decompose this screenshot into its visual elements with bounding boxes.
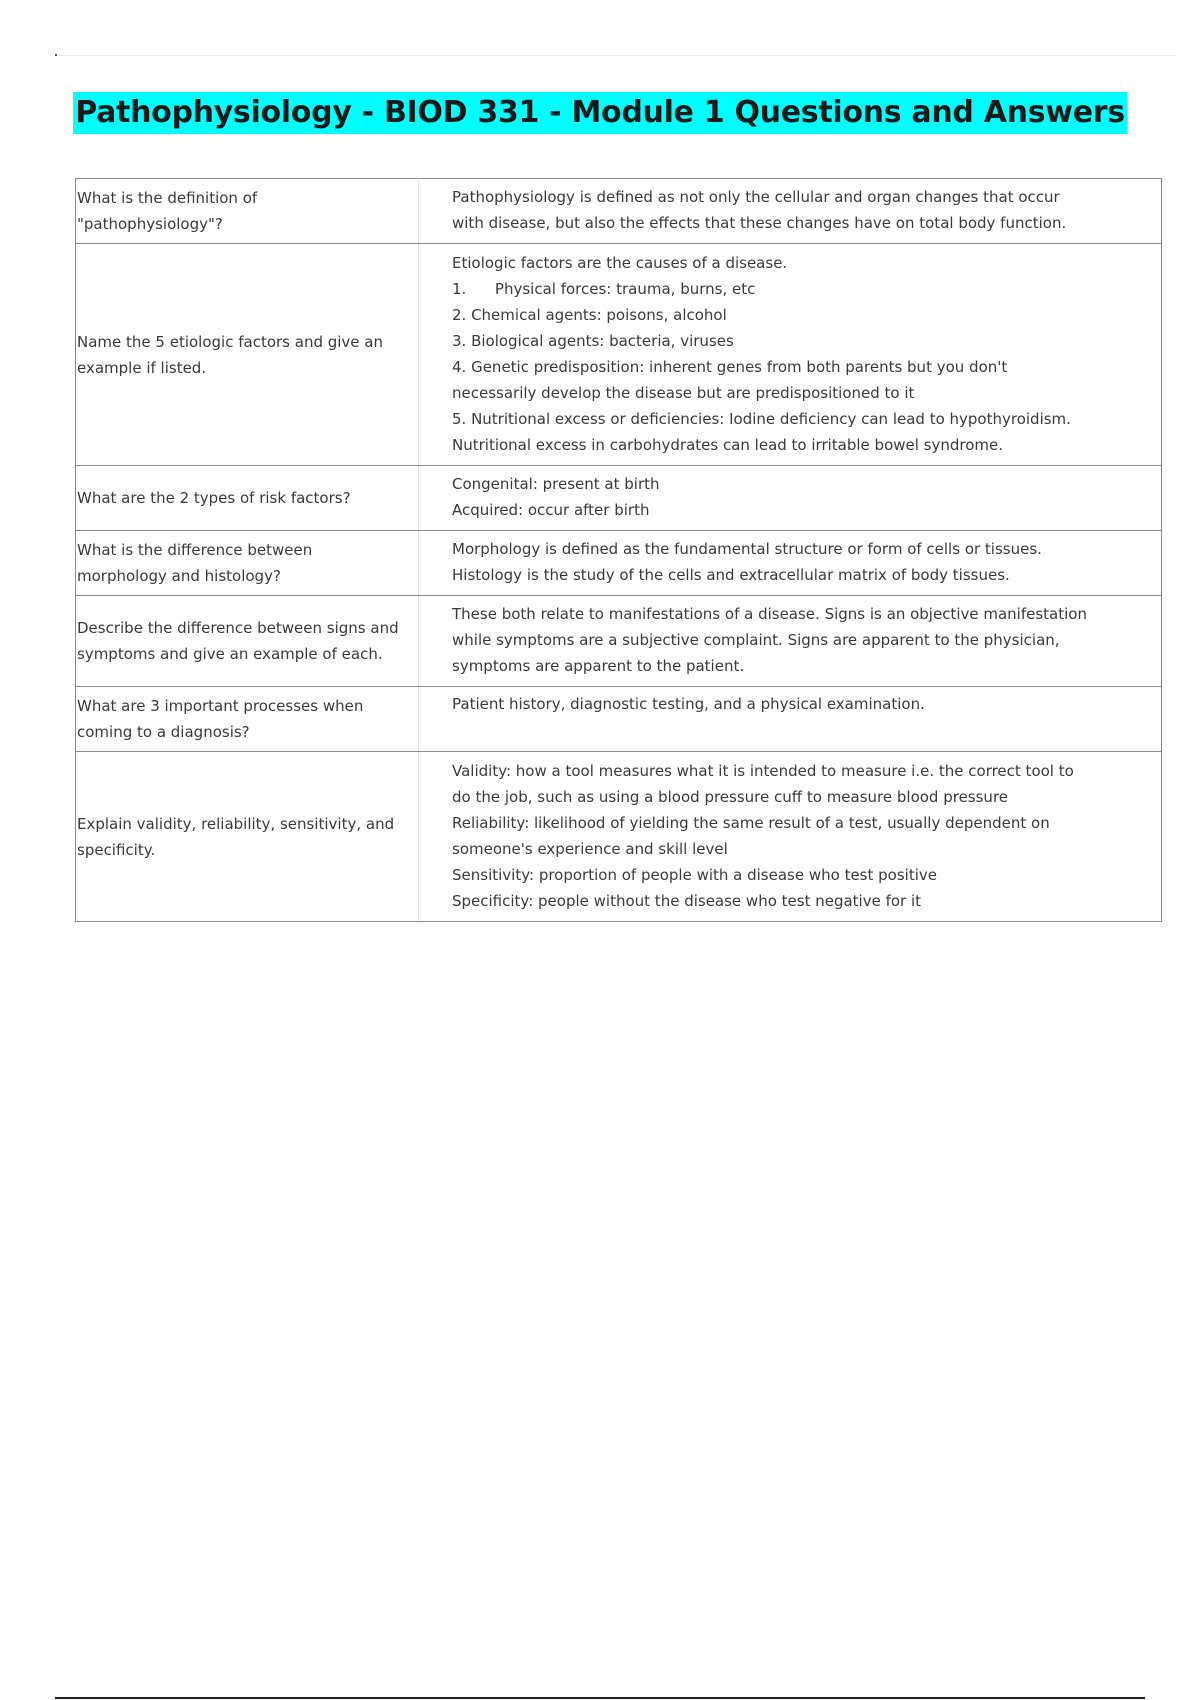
answer-text: with disease, but also the effects that these changes have on total body function.	[452, 214, 1067, 232]
answer-text: Reliability: likelihood of yielding the same result of a test, usually dependent on	[452, 813, 1050, 832]
qa-row	[76, 531, 1162, 596]
answer-text: Pathophysiology is defined as not only the cellular and organ changes that occur	[452, 188, 1060, 206]
page-marker-dot	[55, 54, 57, 56]
answer-cell	[419, 752, 1162, 922]
qa-table	[75, 178, 1162, 922]
answer-text: Acquired: occur after birth	[452, 501, 650, 519]
answer-text: Sensitivity: proportion of people with a disease who test positive	[452, 865, 937, 884]
qa-row	[76, 687, 1162, 752]
question-text: Name the 5 etiologic factors and give an	[77, 332, 383, 351]
question-text: coming to a diagnosis?	[77, 723, 250, 741]
qa-row	[76, 466, 1162, 531]
answer-text: Specificity: people without the disease who test negative for it	[452, 891, 922, 910]
answer-text: Morphology is defined as the fundamental structure or form of cells or tissues.	[452, 540, 1042, 558]
question-text: specificity.	[77, 840, 156, 859]
answer-text: 2. Chemical agents: poisons, alcohol	[452, 305, 727, 324]
answer-cell	[419, 244, 1162, 466]
answer-text: 4. Genetic predisposition: inherent genes from both parents but you don't	[452, 357, 1008, 376]
bottom-divider	[55, 1697, 1145, 1699]
top-divider	[55, 55, 1175, 56]
question-text: morphology and histology?	[77, 567, 281, 585]
question-text: What is the definition of	[77, 189, 258, 207]
question-cell	[76, 687, 419, 752]
answer-text: 5. Nutritional excess or deficiencies: Iodine deficiency can lead to hypothyroidism.	[452, 409, 1071, 428]
answer-text: Patient history, diagnostic testing, and a physical examination.	[452, 695, 925, 713]
question-text: example if listed.	[77, 358, 207, 377]
answer-text: necessarily develop the disease but are predispositioned to it	[452, 383, 915, 402]
answer-text: 3. Biological agents: bacteria, viruses	[452, 331, 734, 350]
answer-cell	[419, 531, 1162, 596]
answer-text: Histology is the study of the cells and extracellular matrix of body tissues.	[452, 566, 1010, 584]
qa-row	[76, 596, 1162, 687]
qa-row	[76, 179, 1162, 244]
answer-text: These both relate to manifestations of a disease. Signs is an objective manifestation	[452, 605, 1087, 623]
answer-text: 1. Physical forces: trauma, burns, etc	[452, 279, 756, 298]
title-container	[0, 92, 1200, 134]
answer-cell	[419, 179, 1162, 244]
question-cell	[76, 752, 419, 922]
question-text: Explain validity, reliability, sensitivity, and	[77, 814, 395, 833]
answer-text: do the job, such as using a blood pressure cuff to measure blood pressure	[452, 787, 1009, 806]
answer-cell	[419, 466, 1162, 531]
answer-text: Validity: how a tool measures what it is intended to measure i.e. the correct tool to	[452, 761, 1074, 780]
question-text: What are the 2 types of risk factors?	[77, 489, 351, 507]
question-cell	[76, 596, 419, 687]
question-text: symptoms and give an example of each.	[77, 645, 383, 663]
question-text: Describe the difference between signs and	[77, 619, 399, 637]
answer-cell	[419, 687, 1162, 752]
qa-row	[76, 752, 1162, 922]
question-text: What is the difference between	[77, 541, 313, 559]
question-cell	[76, 466, 419, 531]
answer-text: Nutritional excess in carbohydrates can lead to irritable bowel syndrome.	[452, 435, 1004, 454]
answer-text: while symptoms are a subjective complaint. Signs are apparent to the physician,	[452, 631, 1060, 649]
question-text: "pathophysiology"?	[77, 215, 223, 233]
page-title: Pathophysiology - BIOD 331 - Module 1 Questions and Answers	[73, 92, 1127, 134]
answer-text: Congenital: present at birth	[452, 475, 660, 493]
answer-text: symptoms are apparent to the patient.	[452, 657, 745, 675]
answer-text: Etiologic factors are the causes of a disease.	[452, 253, 788, 272]
question-cell	[76, 179, 419, 244]
question-text: What are 3 important processes when	[77, 697, 364, 715]
answer-cell	[419, 596, 1162, 687]
qa-row	[76, 244, 1162, 466]
question-cell	[76, 244, 419, 466]
answer-text: someone's experience and skill level	[452, 839, 728, 858]
question-cell	[76, 531, 419, 596]
